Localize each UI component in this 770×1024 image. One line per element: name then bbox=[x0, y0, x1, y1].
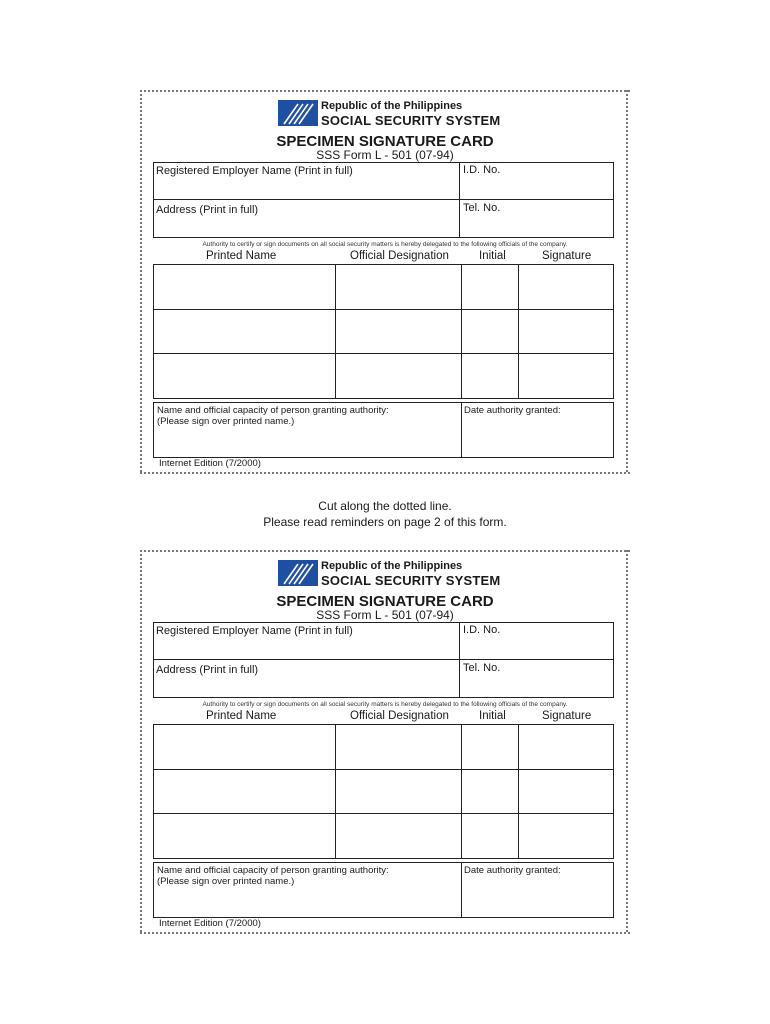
date-label: Date authority granted: bbox=[464, 865, 561, 876]
initial-cell[interactable] bbox=[461, 309, 519, 354]
col-printed-name: Printed Name bbox=[206, 710, 277, 722]
signature-cell[interactable] bbox=[518, 724, 614, 770]
tel-label: Tel. No. bbox=[463, 202, 501, 214]
grantor-sublabel: (Please sign over printed name.) bbox=[157, 876, 295, 887]
designation-cell[interactable] bbox=[335, 264, 462, 310]
col-signature: Signature bbox=[542, 250, 592, 262]
cut-line-bottom bbox=[140, 472, 630, 474]
reminder-instruction: Please read reminders on page 2 of this form. bbox=[263, 515, 507, 529]
col-initial: Initial bbox=[479, 710, 506, 722]
col-official-designation: Official Designation bbox=[350, 250, 449, 262]
agency-name: SOCIAL SECURITY SYSTEM bbox=[321, 113, 501, 128]
signature-cell[interactable] bbox=[518, 309, 614, 354]
cut-line-top bbox=[140, 550, 630, 552]
designation-cell[interactable] bbox=[335, 724, 462, 770]
designation-cell[interactable] bbox=[335, 769, 462, 814]
signature-cell[interactable] bbox=[518, 769, 614, 814]
signature-cell[interactable] bbox=[518, 353, 614, 399]
col-signature: Signature bbox=[542, 710, 592, 722]
edition-note: Internet Edition (7/2000) bbox=[159, 458, 261, 469]
col-initial: Initial bbox=[479, 250, 506, 262]
initial-cell[interactable] bbox=[461, 353, 519, 399]
grantor-label: Name and official capacity of person granting authority: bbox=[157, 865, 389, 876]
address-label: Address (Print in full) bbox=[156, 664, 259, 676]
designation-cell[interactable] bbox=[335, 309, 462, 354]
sss-logo-icon bbox=[278, 100, 318, 126]
form-number: SSS Form L - 501 (07-94) bbox=[316, 608, 454, 622]
printed-name-cell[interactable] bbox=[153, 309, 336, 354]
printed-name-cell[interactable] bbox=[153, 264, 336, 310]
cut-instruction: Cut along the dotted line. bbox=[318, 499, 452, 513]
designation-cell[interactable] bbox=[335, 353, 462, 399]
authority-note: Authority to certify or sign documents on all social security matters is hereby delegated to the following officials of the company. bbox=[202, 241, 568, 248]
id-label: I.D. No. bbox=[463, 164, 501, 176]
employer-label: Registered Employer Name (Print in full) bbox=[156, 165, 353, 177]
authority-note: Authority to certify or sign documents on all social security matters is hereby delegated to the following officials of the company. bbox=[202, 701, 568, 708]
cut-line-bottom bbox=[140, 932, 630, 934]
signature-cell[interactable] bbox=[518, 264, 614, 310]
grantor-label: Name and official capacity of person granting authority: bbox=[157, 405, 389, 416]
initial-cell[interactable] bbox=[461, 724, 519, 770]
agency-name: SOCIAL SECURITY SYSTEM bbox=[321, 573, 501, 588]
printed-name-cell[interactable] bbox=[153, 813, 336, 859]
address-label: Address (Print in full) bbox=[156, 204, 259, 216]
republic-text: Republic of the Philippines bbox=[321, 100, 463, 112]
republic-text: Republic of the Philippines bbox=[321, 560, 463, 572]
form-number: SSS Form L - 501 (07-94) bbox=[316, 148, 454, 162]
edition-note: Internet Edition (7/2000) bbox=[159, 918, 261, 929]
initial-cell[interactable] bbox=[461, 813, 519, 859]
sss-logo-icon bbox=[278, 560, 318, 586]
signature-card-2 bbox=[140, 550, 630, 932]
printed-name-cell[interactable] bbox=[153, 353, 336, 399]
id-label: I.D. No. bbox=[463, 624, 501, 636]
tel-label: Tel. No. bbox=[463, 662, 501, 674]
date-label: Date authority granted: bbox=[464, 405, 561, 416]
col-official-designation: Official Designation bbox=[350, 710, 449, 722]
card-title: SPECIMEN SIGNATURE CARD bbox=[276, 593, 494, 610]
printed-name-cell[interactable] bbox=[153, 769, 336, 814]
printed-name-cell[interactable] bbox=[153, 724, 336, 770]
employer-label: Registered Employer Name (Print in full) bbox=[156, 625, 353, 637]
grantor-sublabel: (Please sign over printed name.) bbox=[157, 416, 295, 427]
initial-cell[interactable] bbox=[461, 264, 519, 310]
signature-card-1 bbox=[140, 90, 630, 472]
card-title: SPECIMEN SIGNATURE CARD bbox=[276, 133, 494, 150]
cut-line-top bbox=[140, 90, 630, 92]
designation-cell[interactable] bbox=[335, 813, 462, 859]
col-printed-name: Printed Name bbox=[206, 250, 277, 262]
signature-cell[interactable] bbox=[518, 813, 614, 859]
initial-cell[interactable] bbox=[461, 769, 519, 814]
